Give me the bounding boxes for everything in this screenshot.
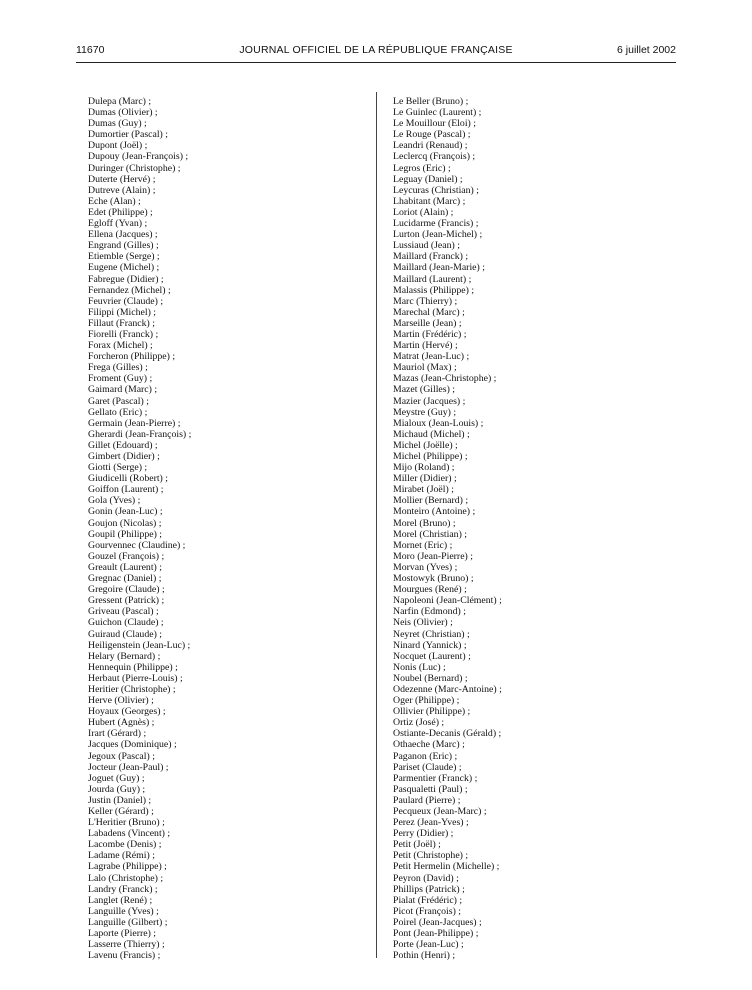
journal-title: JOURNAL OFFICIEL DE LA RÉPUBLIQUE FRANÇAISE: [239, 44, 513, 56]
list-item: Poirel (Jean-Jacques) ;: [393, 916, 482, 928]
list-item: Le Guinlec (Laurent) ;: [393, 107, 482, 119]
list-item: Napoleoni (Jean-Clément) ;: [393, 595, 502, 607]
list-item: Mostowyk (Bruno) ;: [393, 573, 474, 585]
list-item: Le Rouge (Pascal) ;: [393, 129, 471, 141]
list-item: Matrat (Jean-Luc) ;: [393, 351, 470, 363]
list-item: Mijo (Roland) ;: [393, 462, 455, 474]
list-item: Engrand (Gilles) ;: [88, 240, 159, 252]
list-item: Languille (Yves) ;: [88, 905, 159, 917]
list-item: Mornet (Eric) ;: [393, 539, 453, 551]
list-item: Forcheron (Philippe) ;: [88, 351, 176, 363]
list-item: Petit (Christophe) ;: [393, 850, 469, 862]
list-item: Lucidarme (Francis) ;: [393, 218, 479, 230]
list-item: Eugene (Michel) ;: [88, 262, 160, 274]
list-item: Gillet (Edouard) ;: [88, 439, 158, 451]
list-item: Feuvrier (Claude) ;: [88, 295, 164, 307]
list-item: Legros (Eric) ;: [393, 162, 451, 174]
list-item: Gherardi (Jean-François) ;: [88, 428, 192, 440]
list-item: Gimbert (Didier) ;: [88, 451, 160, 462]
list-item: Forax (Michel) ;: [88, 340, 153, 352]
list-item: Marc (Thierry) ;: [393, 295, 458, 307]
list-item: Lurton (Jean-Michel) ;: [393, 229, 483, 241]
list-item: Neyret (Christian) ;: [393, 628, 470, 640]
list-item: Paulard (Pierre) ;: [393, 794, 461, 806]
list-item: Jegoux (Pascal) ;: [88, 750, 155, 762]
list-item: Keller (Gérard) ;: [88, 806, 154, 817]
list-item: Perry (Didier) ;: [393, 828, 454, 840]
list-item: Meystre (Guy) ;: [393, 406, 457, 418]
list-item: Gaimard (Marc) ;: [88, 384, 158, 396]
list-item: Jacques (Dominique) ;: [88, 739, 177, 751]
list-item: Le Beller (Bruno) ;: [393, 96, 469, 107]
list-item: Edet (Philippe) ;: [88, 206, 153, 218]
list-item: Ostiante-Decanis (Gérald) ;: [393, 728, 502, 740]
list-item: Lavenu (Francis) ;: [88, 950, 161, 962]
list-item: Landry (Franck) ;: [88, 883, 158, 895]
list-item: Maillard (Franck) ;: [393, 251, 469, 263]
list-item: Hennequin (Philippe) ;: [88, 661, 178, 673]
list-item: Greault (Laurent) ;: [88, 561, 162, 573]
list-item: Mazier (Jacques) ;: [393, 395, 466, 407]
list-item: Petit Hermelin (Michelle) ;: [393, 861, 500, 873]
list-item: Martin (Hervé) ;: [393, 340, 458, 352]
list-item: Marechal (Marc) ;: [393, 306, 465, 318]
list-item: Duterte (Hervé) ;: [88, 173, 156, 185]
list-item: Lhabitant (Marc) ;: [393, 195, 466, 207]
list-item: Languille (Gilbert) ;: [88, 916, 168, 928]
list-item: Leguay (Daniel) ;: [393, 173, 463, 185]
list-item: Fabregue (Didier) ;: [88, 273, 164, 285]
list-item: Ladame (Rémi) ;: [88, 850, 155, 862]
list-item: Maillard (Jean-Marie) ;: [393, 262, 485, 274]
list-item: Irart (Gérard) ;: [88, 728, 147, 740]
publication-date: 6 juillet 2002: [617, 44, 676, 56]
list-item: Mirabet (Joël) ;: [393, 484, 454, 496]
list-item: Ellena (Jacques) ;: [88, 229, 158, 241]
list-item: Porte (Jean-Luc) ;: [393, 939, 464, 951]
list-item: Morvan (Yves) ;: [393, 561, 458, 573]
list-item: Peyron (David) ;: [393, 872, 459, 884]
list-item: Frega (Gilles) ;: [88, 362, 148, 374]
list-item: Heiligenstein (Jean-Luc) ;: [88, 639, 191, 651]
list-item: Leandri (Renaud) ;: [393, 140, 468, 152]
list-item: Dumas (Guy) ;: [88, 118, 147, 130]
list-item: Lagrabe (Philippe) ;: [88, 861, 167, 873]
list-item: Marseille (Jean) ;: [393, 317, 462, 329]
list-item: Hubert (Agnès) ;: [88, 717, 155, 729]
list-item: Gonin (Jean-Luc) ;: [88, 506, 163, 518]
list-item: Morel (Christian) ;: [393, 528, 468, 540]
list-item: Giudicelli (Robert) ;: [88, 473, 168, 485]
list-item: Michaud (Michel) ;: [393, 428, 470, 440]
list-item: Loriot (Alain) ;: [393, 206, 454, 218]
list-item: Ollivier (Philippe) ;: [393, 706, 471, 718]
list-item: Pothin (Henri) ;: [393, 950, 456, 962]
list-item: Pont (Jean-Philippe) ;: [393, 928, 479, 940]
list-item: Parmentier (Franck) ;: [393, 772, 478, 784]
list-item: Hoyaux (Georges) ;: [88, 706, 166, 718]
list-item: Goiffon (Laurent) ;: [88, 484, 164, 496]
list-item: Herbaut (Pierre-Louis) ;: [88, 672, 183, 684]
list-item: Maillard (Laurent) ;: [393, 273, 472, 285]
column-separator: [376, 92, 377, 958]
list-item: Fillaut (Franck) ;: [88, 317, 155, 329]
name-list-right-column: [393, 96, 502, 961]
list-item: Martin (Frédéric) ;: [393, 328, 467, 340]
header-rule: [76, 62, 676, 63]
page-number: 11670: [76, 44, 105, 56]
list-item: Picot (François) ;: [393, 905, 462, 917]
list-item: Justin (Daniel) ;: [88, 794, 152, 806]
list-item: Mialoux (Jean-Louis) ;: [393, 417, 484, 429]
list-item: Monteiro (Antoine) ;: [393, 506, 476, 518]
list-item: Duringer (Christophe) ;: [88, 162, 181, 174]
list-item: Gola (Yves) ;: [88, 495, 141, 507]
list-item: Mauriol (Max) ;: [393, 362, 457, 374]
list-item: Dulepa (Marc) ;: [88, 96, 152, 107]
list-item: Michel (Joëlle) ;: [393, 439, 458, 451]
list-item: Dumas (Olivier) ;: [88, 107, 158, 119]
list-item: Gressent (Patrick) ;: [88, 595, 165, 607]
list-item: Mazet (Gilles) ;: [393, 384, 456, 396]
list-item: Malassis (Philippe) ;: [393, 284, 475, 296]
list-item: Oger (Philippe) ;: [393, 695, 460, 707]
list-item: Miller (Didier) ;: [393, 473, 457, 485]
list-item: Pecqueux (Jean-Marc) ;: [393, 806, 487, 817]
list-item: Ninard (Yannick) ;: [393, 639, 467, 651]
list-item: Lalo (Christophe) ;: [88, 872, 164, 884]
list-item: Filippi (Michel) ;: [88, 306, 157, 318]
list-item: Jourda (Guy) ;: [88, 783, 146, 795]
list-item: Pariset (Claude) ;: [393, 761, 462, 773]
list-item: Dupont (Joël) ;: [88, 140, 148, 152]
list-item: Lussiaud (Jean) ;: [393, 240, 460, 252]
list-item: Germain (Jean-Pierre) ;: [88, 417, 181, 429]
list-item: Leycuras (Christian) ;: [393, 184, 479, 196]
list-item: Noubel (Bernard) ;: [393, 672, 468, 684]
list-item: Moro (Jean-Pierre) ;: [393, 550, 473, 562]
list-item: Mourgues (René) ;: [393, 584, 467, 596]
list-item: Fiorelli (Franck) ;: [88, 328, 159, 340]
list-item: Petit (Joël) ;: [393, 839, 441, 851]
list-item: Perez (Jean-Yves) ;: [393, 817, 469, 829]
list-item: Neis (Olivier) ;: [393, 617, 453, 629]
list-item: Laporte (Pierre) ;: [88, 928, 156, 940]
list-item: Froment (Guy) ;: [88, 373, 153, 385]
list-item: L'Heritier (Bruno) ;: [88, 817, 165, 829]
list-item: Paganon (Eric) ;: [393, 750, 458, 762]
list-item: Gouzel (François) ;: [88, 550, 165, 562]
list-item: Guiraud (Claude) ;: [88, 628, 162, 640]
list-item: Jocteur (Jean-Paul) ;: [88, 761, 169, 773]
page-header: [76, 44, 676, 62]
list-item: Labadens (Vincent) ;: [88, 828, 171, 840]
list-item: Garet (Pascal) ;: [88, 395, 149, 407]
list-item: Heritier (Christophe) ;: [88, 683, 176, 695]
list-item: Mazas (Jean-Christophe) ;: [393, 373, 497, 385]
list-item: Pasqualetti (Paul) ;: [393, 783, 468, 795]
list-item: Joguet (Guy) ;: [88, 772, 145, 784]
list-item: Phillips (Patrick) ;: [393, 883, 465, 895]
list-item: Morel (Bruno) ;: [393, 517, 456, 529]
list-item: Herve (Olivier) ;: [88, 695, 154, 707]
list-item: Gellato (Eric) ;: [88, 406, 148, 418]
list-item: Le Mouillour (Eloi) ;: [393, 118, 476, 130]
list-item: Helary (Bernard) ;: [88, 650, 161, 662]
list-item: Goujon (Nicolas) ;: [88, 517, 162, 529]
list-item: Fernandez (Michel) ;: [88, 284, 171, 296]
list-item: Nocquet (Laurent) ;: [393, 650, 471, 662]
list-item: Griveau (Pascal) ;: [88, 606, 159, 618]
list-item: Mollier (Bernard) ;: [393, 495, 469, 507]
list-item: Michel (Philippe) ;: [393, 451, 468, 462]
list-item: Narfin (Edmond) ;: [393, 606, 466, 618]
list-item: Eche (Alan) ;: [88, 195, 141, 207]
list-item: Langlet (René) ;: [88, 894, 153, 906]
list-item: Etiemble (Serge) ;: [88, 251, 160, 263]
list-item: Giotti (Serge) ;: [88, 462, 148, 474]
list-item: Lasserre (Thierry) ;: [88, 939, 165, 951]
list-item: Dupouy (Jean-François) ;: [88, 151, 189, 163]
list-item: Guichon (Claude) ;: [88, 617, 164, 629]
list-item: Goupil (Philippe) ;: [88, 528, 163, 540]
list-item: Dumortier (Pascal) ;: [88, 129, 168, 141]
list-item: Odezenne (Marc-Antoine) ;: [393, 683, 502, 695]
list-item: Lacombe (Denis) ;: [88, 839, 162, 851]
list-item: Gregoire (Claude) ;: [88, 584, 165, 596]
list-item: Leclercq (François) ;: [393, 151, 476, 163]
name-list-left-column: [88, 96, 191, 961]
list-item: Othaeche (Marc) ;: [393, 739, 465, 751]
list-item: Nonis (Luc) ;: [393, 661, 446, 673]
list-item: Gregnac (Daniel) ;: [88, 573, 162, 585]
list-item: Egloff (Yvan) ;: [88, 218, 148, 230]
list-item: Pialat (Frédéric) ;: [393, 894, 463, 906]
list-item: Ortiz (José) ;: [393, 717, 445, 729]
list-item: Dutreve (Alain) ;: [88, 184, 156, 196]
list-item: Gourvennec (Claudine) ;: [88, 539, 186, 551]
